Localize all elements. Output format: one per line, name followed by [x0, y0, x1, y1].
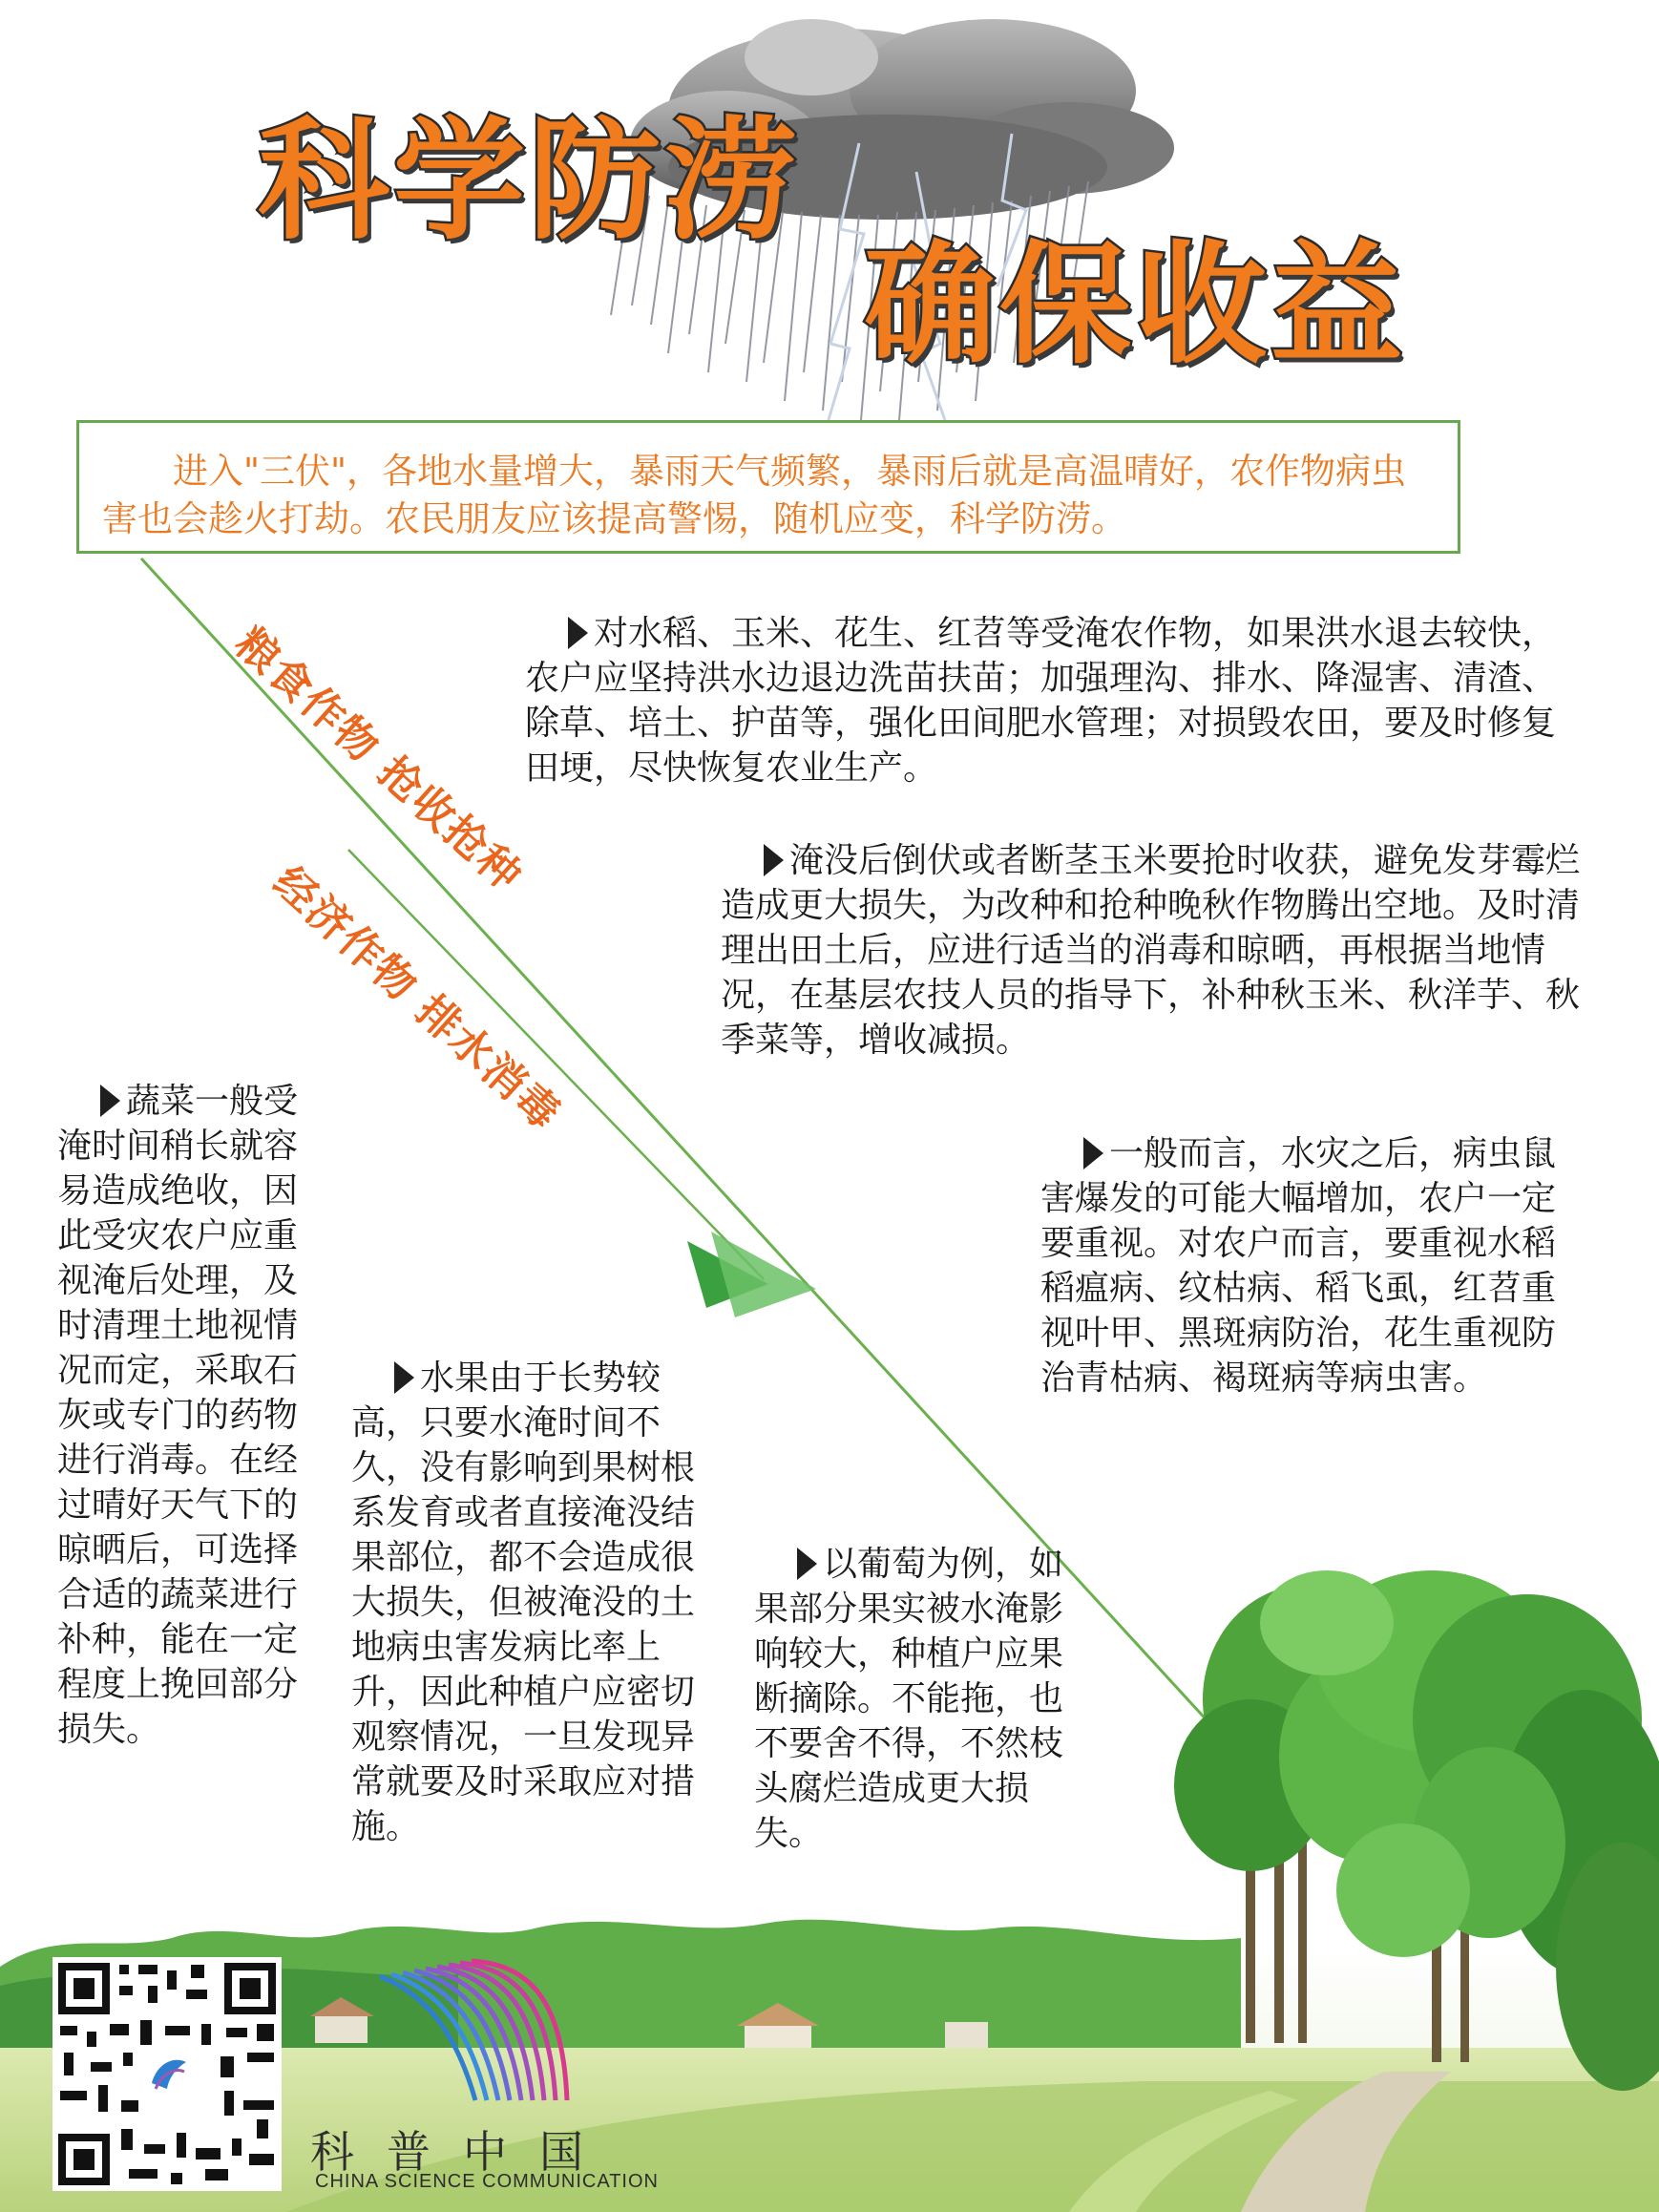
paragraph-text: 蔬菜一般受淹时间稍长就容易造成绝收，因此受灾农户应重视淹后处理，及时清理土地视情况而定，采取石灰或专门的药物进行消毒。在经过晴好天气下的晾晒后，可选择合适的蔬菜进行补种，能在一定程度上挽回部分损失。	[57, 1082, 299, 1749]
paragraph-text: 一般而言，水灾之后，病虫鼠害爆发的可能大幅增加，农户一定要重视。对农户而言，要重视水稻稻瘟病、纹枯病、稻飞虱，红苕重视叶甲、黑斑病防治，花生重视防治青枯病、褐斑病等病虫害。	[1040, 1134, 1557, 1398]
paragraph-text: 水果由于长势较高，只要水淹时间不久，没有影响到果树根系发育或者直接淹没结果部位，都不会造成很大损失，但被淹没的土地病虫害发病比率上升，因此种植户应密切观察情况，一旦发现异常就要及时采取应对措施。	[351, 1359, 696, 1846]
bullet-arrow-icon	[764, 844, 784, 876]
label-economic-crops: 经济作物 排水消毒	[263, 857, 570, 1140]
intro-box	[76, 420, 1460, 554]
label-grain-crops: 粮食作物 抢收抢种	[225, 619, 532, 901]
brand-name-english: CHINA SCIENCE COMMUNICATION	[315, 2171, 659, 2192]
paragraph-grapes	[754, 1542, 1074, 1856]
poster-title-line-1: 科学防涝	[258, 104, 801, 258]
paragraph-text: 对水稻、玉米、花生、红苕等受淹农作物，如果洪水退去较快，农户应坚持洪水边退边洗苗扶苗；加强理沟、排水、降湿害、清渣、除草、培土、护苗等，强化田间肥水管理；对损毁农田，要及时修复田埂，尽快恢复农业生产。	[525, 614, 1557, 788]
paragraph-vegetables	[57, 1079, 301, 1752]
qr-code-icon[interactable]	[52, 1957, 282, 2191]
bullet-arrow-icon	[568, 617, 588, 649]
bullet-arrow-icon	[797, 1548, 817, 1580]
paragraph-fruit	[351, 1356, 709, 1849]
paragraph-text: 以葡萄为例，如果部分果实被水淹影响较大，种植户应果断摘除。不能拖，也不要舍不得，不然枝头腐烂造成更大损失。	[754, 1545, 1064, 1853]
bullet-arrow-icon	[100, 1085, 120, 1117]
intro-text: 进入"三伏"，各地水量增大，暴雨天气频繁，暴雨后就是高温晴好，农作物病虫害也会趁火打劫。农民朋友应该提高警惕，随机应变，科学防涝。	[102, 451, 1407, 539]
bullet-arrow-icon	[394, 1361, 414, 1394]
paragraph-corn-harvest	[721, 838, 1580, 1063]
diagonal-line-short	[348, 850, 764, 1279]
paragraph-text: 淹没后倒伏或者断茎玉米要抢时收获，避免发芽霉烂造成更大损失，为改种和抢种晚秋作物腾出空地。及时清理出田土后，应进行适当的消毒和晾晒，再根据当地情况，在基层农技人员的指导下，补种秋玉米、秋洋芋、秋季菜等，增收减损。	[721, 841, 1581, 1060]
paragraph-crop-recovery	[525, 611, 1585, 790]
bullet-arrow-icon	[1083, 1137, 1103, 1169]
brand-name-chinese: 科普中国	[310, 2126, 616, 2178]
poster-title-line-2: 确保收益	[864, 228, 1407, 382]
china-science-logo-icon	[370, 1957, 590, 2119]
paragraph-pest-control	[1040, 1131, 1556, 1401]
